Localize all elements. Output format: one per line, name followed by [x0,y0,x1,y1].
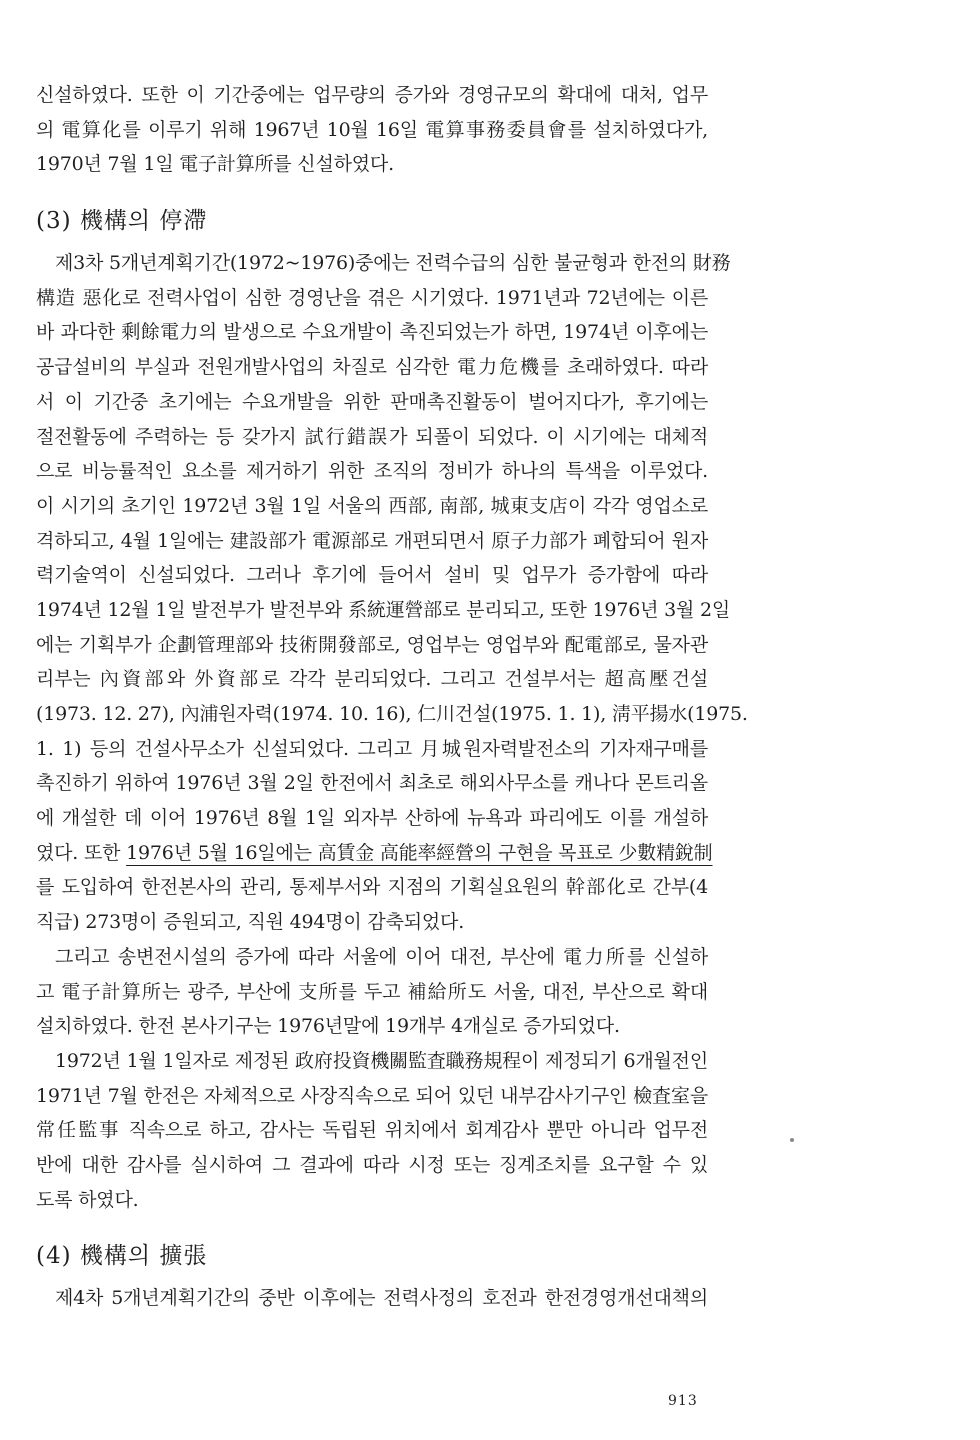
text-line: 공급설비의 부실과 전원개발사업의 차질로 심각한 電力危機를 초래하였다. 따라 [36,356,708,379]
intro-paragraph [36,78,708,182]
text-line: 제4차 5개년계획기간의 중반 이후에는 전력사정의 호전과 한전경영개선대책의 [55,1287,708,1310]
scan-speck [790,1138,794,1142]
text-line: 반에 대한 감사를 실시하여 그 결과에 따라 시정 또는 징계조치를 요구할 수 있 [36,1153,708,1176]
section-4-paragraph-1 [36,1281,708,1316]
text-line: 서 이 기간중 초기에는 수요개발을 위한 판매촉진활동이 벌어지다가, 후기에는 [36,390,708,413]
text-line: 그리고 송변전시설의 증가에 따라 서울에 이어 대전, 부산에 電力所를 신설하 [55,945,708,968]
document-page [36,78,748,1316]
text-line: 촉진하기 위하여 1976년 3월 2일 한전에서 최초로 해외사무소를 캐나다 몬트리올 [36,772,708,795]
section-3-paragraph-3 [36,1044,708,1217]
text-line: 의 電算化를 이루기 위해 1967년 10월 16일 電算事務委員會를 설치하였다가, [36,118,708,141]
text-line: 으로 비능률적인 요소를 제거하기 위한 조직의 정비가 하나의 특색을 이루었다. [36,460,708,483]
text-line: 1974년 12월 1일 발전부가 발전부와 系統運營部로 분리되고, 또한 1976년 3월 2일 [36,598,731,621]
text-line: 를 도입하여 한전본사의 관리, 통제부서와 지점의 기획실요원의 幹部化로 간부(4 [36,876,708,899]
text-line: 신설하였다. 또한 이 기간중에는 업무량의 증가와 경영규모의 확대에 대처, 업무 [36,84,708,106]
text-line: 격하되고, 4월 1일에는 建設部가 電源部로 개편되면서 原子力部가 폐합되어 원자 [36,529,708,552]
text-line: 에는 기획부가 企劃管理部와 技術開發部로, 영업부는 영업부와 配電部로, 물자관 [36,633,708,656]
text-line: 도록 하였다. [36,1188,139,1211]
text-line: 바 과다한 剩餘電力의 발생으로 수요개발이 촉진되었는가 하면, 1974년 이후에는 [36,321,708,344]
text-line: 1971년 7월 한전은 자체적으로 사장직속으로 되어 있던 내부감사기구인 檢査室을 [36,1084,708,1107]
underlined-phrase: 1976년 5월 16일에는 高賃金 高能率經營의 구현을 목표로 少數精銳制 [126,841,713,864]
page-number: 913 [668,1393,698,1409]
text-line: 1. 1) 등의 건설사무소가 신설되었다. 그리고 月城원자력발전소의 기자재구매를 [36,737,708,760]
text-line: 1972년 1월 1일자로 제정된 政府投資機關監査職務規程이 제정되기 6개월전인 [55,1049,708,1072]
section-4-heading: (4) 機構의 擴張 [36,1243,208,1270]
text-line: 절전활동에 주력하는 등 갖가지 試行錯誤가 되풀이 되었다. 이 시기에는 대체적 [36,425,708,448]
text-line-with-underline [36,836,713,871]
text-line: 常任監事 직속으로 하고, 감사는 독립된 위치에서 회계감사 뿐만 아니라 업무전 [36,1119,708,1142]
section-3-heading: (3) 機構의 停滯 [36,208,208,235]
section-3-paragraph-1 [36,246,748,940]
text-line: 직급) 273명이 증원되고, 직원 494명이 감축되었다. [36,911,465,934]
text-line: (1973. 12. 27), 內浦원자력(1974. 10. 16), 仁川건설(1975. 1. 1), 淸平揚水(1975. [36,703,748,725]
text-line: 에 개설한 데 이어 1976년 8월 1일 외자부 산하에 뉴욕과 파리에도 이를 개설하 [36,807,708,830]
text-line: 고 電子計算所는 광주, 부산에 支所를 두고 補給所도 서울, 대전, 부산으로 확대 [36,980,708,1003]
text-line: 력기술역이 신설되었다. 그러나 후기에 들어서 설비 및 업무가 증가함에 따라 [36,564,708,587]
text-line: 설치하였다. 한전 본사기구는 1976년말에 19개부 4개실로 증가되었다. [36,1015,620,1038]
text-line: 리부는 內資部와 外資部로 각각 분리되었다. 그리고 건설부서는 超高壓건설 [36,668,708,691]
text-line: 이 시기의 초기인 1972년 3월 1일 서울의 西部, 南部, 城東支店이 각각 영업소로 [36,494,708,517]
text-line: 1970년 7월 1일 電子計算所를 신설하였다. [36,153,394,176]
text-line: 제3차 5개년계획기간(1972~1976)중에는 전력수급의 심한 불균형과 한전의 財務 [55,252,731,275]
section-3-paragraph-2 [36,940,708,1044]
text-line: 構造 惡化로 전력사업이 심한 경영난을 겪은 시기였다. 1971년과 72년에는 이른 [36,286,708,309]
text-segment: 였다. 또한 [36,841,127,864]
